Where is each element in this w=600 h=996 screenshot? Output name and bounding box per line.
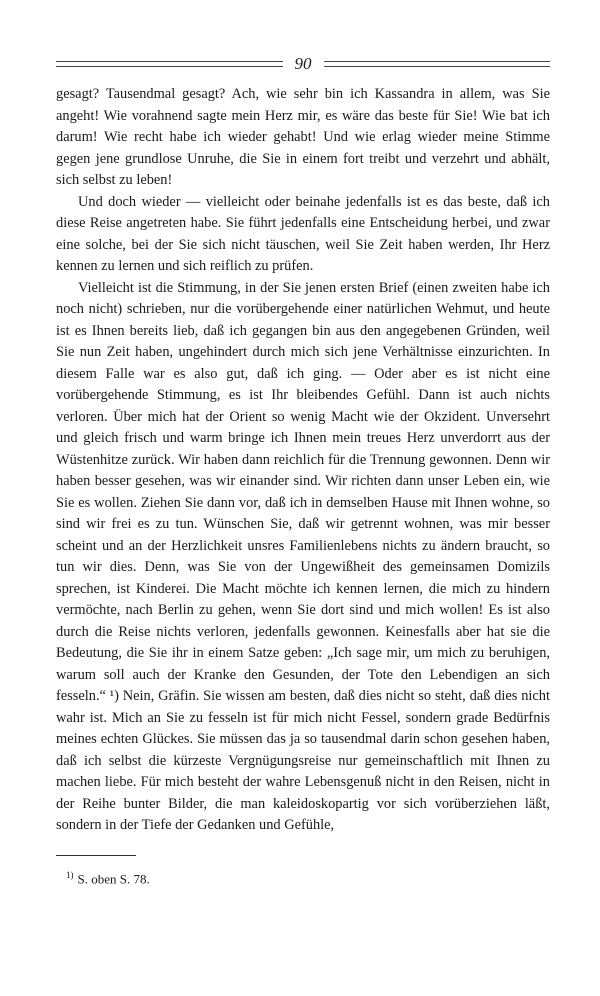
page-header — [56, 54, 550, 74]
body-text — [56, 84, 550, 837]
header-rule-right — [324, 61, 551, 67]
paragraph-2: Und doch wieder — vielleicht oder beinahe jedenfalls ist es das beste, daß ich diese Reise angetreten habe. Sie führt jedenfalls eine Entscheidung herbei, und zwar eine solche, bei der Sie sich nicht täuschen, weil Sie Zeit haben werden, Ihr Herz kennen zu lernen und sich reiflich zu prüfen. — [56, 193, 550, 274]
footnote-marker: 1) — [66, 870, 74, 880]
footnote — [66, 866, 546, 888]
page-number: 90 — [294, 54, 312, 73]
header-rule-left — [56, 61, 283, 67]
paragraph-1: gesagt? Tausendmal gesagt? Ach, wie sehr bin ich Kassandra in allem, was Sie angeht! Wie vorahnend sagte mein Herz mir, es wäre das beste für Sie! Wie bat ich darum! Wie recht habe ich wieder gehabt! Und wie erlag wieder meine Stimme gegen jene grundlose Unruhe, die Sie in einem fort treibt und verzehrt und abhält, sich selbst zu leben! — [56, 86, 550, 188]
paragraph-3: Vielleicht ist die Stimmung, in der Sie jenen ersten Brief (einen zweiten habe ich noch nicht) schrieben, nur die vorübergehende einer natürlichen Wehmut, und heute ist es Ihnen bereits lieb, daß ich gegangen bin aus den angegebenen Gründen, weil Sie nun Zeit haben, ungehindert durch mich sich jene Verhältnisse einzurichten. In diesem Falle war es also gut, daß ich ging. — Oder aber es ist nicht eine vorübergehende Stimmung, es ist Ihr bleibendes Gefühl. Dann ist auch nichts verloren. Über mich hat der Orient so wenig Macht wie der Okzident. Unversehrt und gleich frisch und warm bringe ich Ihnen mein treues Herz unverdorrt aus der Wüstenhitze zurück. Wir haben dann reichlich für die Trennung gewonnen. Denn wir haben besser gesehen, was wir einander sind. Wir richten dann unser Leben ein, wie Sie es wollen. Ziehen Sie dann vor, daß ich in demselben Hause mit Ihnen wohne, so sind wir frei es zu tun. Wünschen Sie, daß wir getrennt wohnen, was mir besser scheint und an der Herzlichkeit unsres Familienlebens nichts zu ändern braucht, so tun wir dies. Denn, was Sie von der Ungewißheit des gemeinsamen Domizils sprechen, ist Kinderei. Die Macht möchte ich kennen lernen, die mich zu hindern vermöchte, nach Berlin zu gehen, wenn Sie dort sind und mich wollen! Es ist also durch die Reise nichts verloren, jedenfalls gewonnen. Keinesfalls aber hat sie die Bedeutung, die Sie ihr in einem Satze geben: „Ich sage mir, um mich zu beruhigen, warum soll auch der Kranke den Gesunden, der Tote den Lebendigen an sich fesseln.“ ¹) Nein, Gräfin. Sie wissen am besten, daß dies nicht so steht, daß dies nicht wahr ist. Mich an Sie zu fesseln ist für mich nicht Fessel, sondern grade Bedürfnis meines echten Glückes. Sie müssen das ja so tausendmal darin schon gesehen haben, daß ich selbst die kürzeste Vergnügungsreise nur gemeinschaftlich mit Ihnen zu machen liebe. Für mich besteht der wahre Lebensgenuß nicht in den Reisen, nicht in der Reihe bunter Bilder, die man kaleidoskopartig vor sich vorüberziehen läßt, sondern in der Tiefe der Gedanken und Gefühle, — [56, 279, 550, 833]
footnote-text: S. oben S. 78. — [77, 871, 150, 887]
footnote-rule — [56, 855, 136, 856]
